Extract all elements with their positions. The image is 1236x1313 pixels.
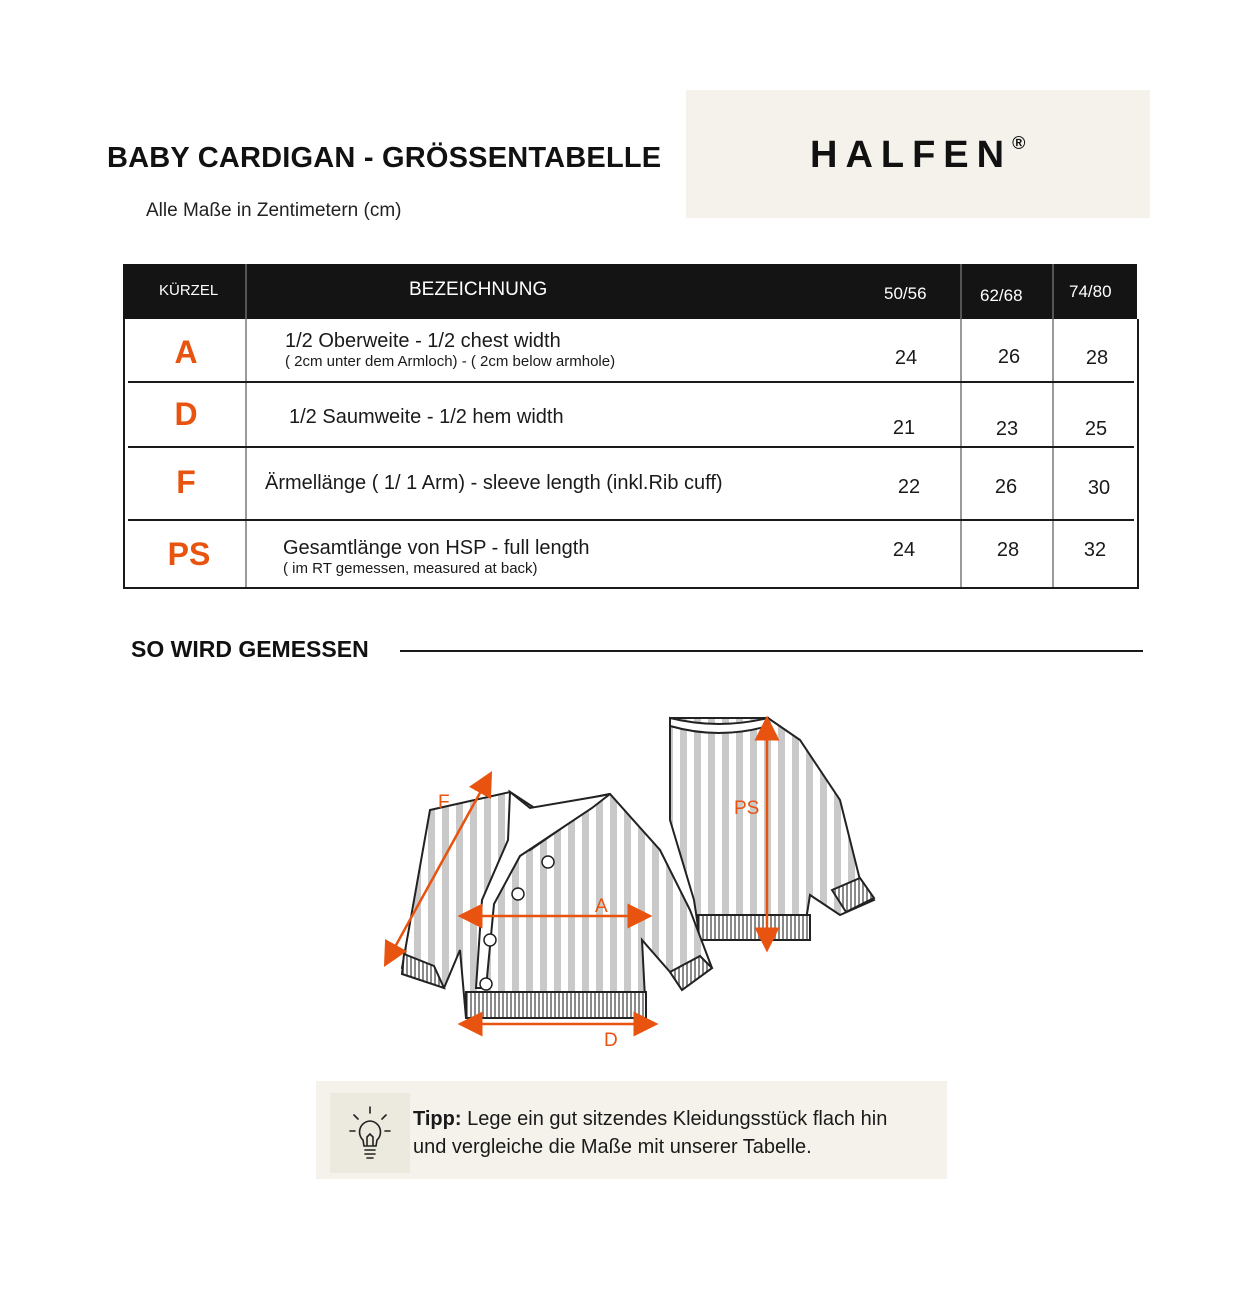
row-d-size-3: 25 <box>1084 418 1108 440</box>
row-label-f: Ärmellänge ( 1/ 1 Arm) - sleeve length (inkl.Rib cuff) <box>265 472 723 494</box>
row-f-size-2: 26 <box>994 476 1018 498</box>
row-label-a: 1/2 Oberweite - 1/2 chest width ( 2cm unter dem Armloch) - ( 2cm below armhole) <box>285 330 616 370</box>
brand-logo: HALFEN® <box>810 133 1026 176</box>
col-header-code: KÜRZEL <box>159 282 219 299</box>
row-label-ps: Gesamtlänge von HSP - full length ( im RT gemessen, measured at back) <box>283 537 590 577</box>
row-note-ps: ( im RT gemessen, measured at back) <box>283 560 538 577</box>
section-divider <box>400 650 1143 652</box>
label-f: F <box>438 792 450 813</box>
size-table-body <box>123 319 1137 589</box>
row-code-ps: PS <box>167 536 211 572</box>
row-f-size-1: 22 <box>897 476 921 498</box>
lightbulb-icon <box>330 1093 410 1173</box>
row-label-d: 1/2 Saumweite - 1/2 hem width <box>289 406 564 428</box>
row-note-a: ( 2cm unter dem Armloch) - ( 2cm below armhole) <box>285 353 616 370</box>
row-d-size-2: 23 <box>995 418 1019 440</box>
label-a: A <box>595 896 608 917</box>
tip-box <box>316 1081 947 1179</box>
cardigan-back-illustration <box>670 718 874 940</box>
row-ps-size-1: 24 <box>892 539 916 561</box>
label-d: D <box>604 1030 618 1051</box>
row-code-f: F <box>176 464 196 500</box>
row-a-size-1: 24 <box>894 347 918 369</box>
row-a-size-2: 26 <box>997 346 1021 368</box>
row-code-d: D <box>174 396 198 432</box>
page-title: BABY CARDIGAN - GRÖSSENTABELLE <box>107 142 662 174</box>
brand-logo-panel <box>686 90 1150 218</box>
col-header-size-3: 74/80 <box>1069 282 1112 301</box>
measurement-diagram <box>370 700 890 1060</box>
row-d-size-1: 21 <box>892 417 916 439</box>
col-header-size-1: 50/56 <box>884 284 927 303</box>
row-code-a: A <box>174 334 198 370</box>
row-a-size-3: 28 <box>1085 347 1109 369</box>
label-ps: PS <box>734 798 760 819</box>
cardigan-front-illustration <box>402 792 712 1018</box>
row-ps-size-2: 28 <box>996 539 1020 561</box>
row-ps-size-3: 32 <box>1083 539 1107 561</box>
tip-text: Tipp: Lege ein gut sitzendes Kleidungsstück flach hin und vergleiche die Maße mit unserer Tabelle. <box>413 1108 888 1158</box>
col-header-name: BEZEICHNUNG <box>409 279 548 300</box>
row-f-size-3: 30 <box>1087 477 1111 499</box>
col-header-size-2: 62/68 <box>980 286 1023 305</box>
section-title: SO WIRD GEMESSEN <box>131 636 369 662</box>
size-table-header <box>123 264 1137 319</box>
page-subtitle: Alle Maße in Zentimetern (cm) <box>146 200 402 221</box>
